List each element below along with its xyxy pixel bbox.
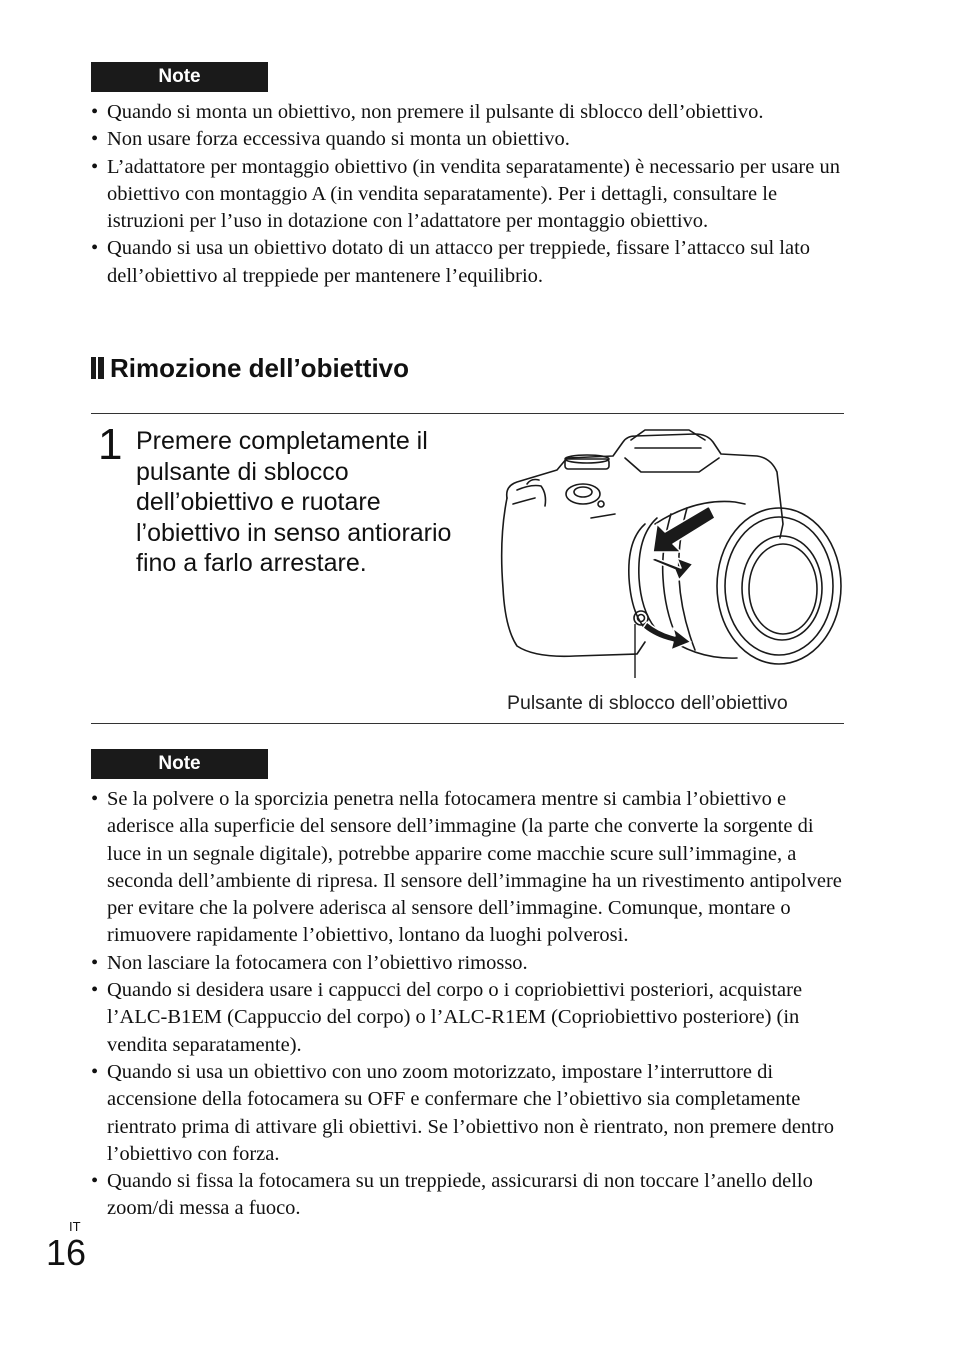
step-instruction: Premere completamente il pulsante di sblocco dell’obiettivo e ruotare l’obiettivo in senso antiorario fino a farlo arrestare. — [136, 427, 452, 577]
list-item: • Quando si fissa la fotocamera su un treppiede, assicurarsi di non toccare l’anello dello zoom/di messa a fuoco. — [91, 1168, 843, 1223]
note-label-bottom: Note — [91, 749, 268, 779]
section-title: Rimozione dell’obiettivo — [110, 353, 410, 383]
list-item: • Non lasciare la fotocamera con l’obiettivo rimosso. — [91, 950, 843, 977]
list-item: • Quando si monta un obiettivo, non premere il pulsante di sblocco dell’obiettivo. — [91, 99, 843, 126]
list-item: • Quando si usa un obiettivo con uno zoom motorizzato, impostare l’interruttore di accensione della fotocamera su OFF e confermare che l’obiettivo sia completamente rientrato prima di attivare gli obiettivi. Se l’obiettivo non è rientrato, non premere dentro l’obiettivo con forza. — [91, 1059, 843, 1168]
list-item: • Non usare forza eccessiva quando si monta un obiettivo. — [91, 126, 843, 153]
list-item: • Quando si desidera usare i cappucci del corpo o i copriobiettivi posteriori, acquistare l’ALC-B1EM (Cappuccio del corpo) o l’ALC-R1EM (Copriobiettivo posteriore) (in vendita separatamente). — [91, 977, 843, 1059]
section-marker-icon — [91, 357, 104, 379]
notes-list-top — [91, 99, 843, 290]
camera-lens-removal-illustration — [495, 428, 845, 678]
section-heading — [91, 350, 409, 386]
step-top-divider — [91, 413, 844, 414]
language-code: IT — [69, 1219, 81, 1234]
notes-list-bottom — [91, 786, 843, 1223]
page-number: 16 — [46, 1232, 87, 1273]
list-item: • Se la polvere o la sporcizia penetra nella fotocamera mentre si cambia l’obiettivo e aderisce alla superficie del sensore dell’immagine (la parte che converte la sorgente di luce in un segnale digitale), potrebbe apparire come macchie scure sull’immagine, a seconda dell’ambiente di ripresa. Il sensore dell’immagine ha un rivestimento antipolvere per evitare che la polvere aderisca al sensore dell’immagine. Comunque, montare o rimuovere rapidamente l’obiettivo, lontano da luoghi polverosi. — [91, 786, 843, 950]
step-number: 1 — [98, 420, 123, 469]
release-button-callout: Pulsante di sblocco dell’obiettivo — [507, 692, 788, 714]
step-bottom-divider — [91, 723, 844, 724]
list-item: • L’adattatore per montaggio obiettivo (in vendita separatamente) è necessario per usare un obiettivo con montaggio A (in vendita separatamente). Per i dettagli, consultare le istruzioni per l’uso in dotazione con l’adattatore per montaggio obiettivo. — [91, 154, 843, 236]
list-item: • Quando si usa un obiettivo dotato di un attacco per treppiede, fissare l’attacco sul lato dell’obiettivo al treppiede per mantenere l’equilibrio. — [91, 235, 843, 290]
note-label-top: Note — [91, 62, 268, 92]
